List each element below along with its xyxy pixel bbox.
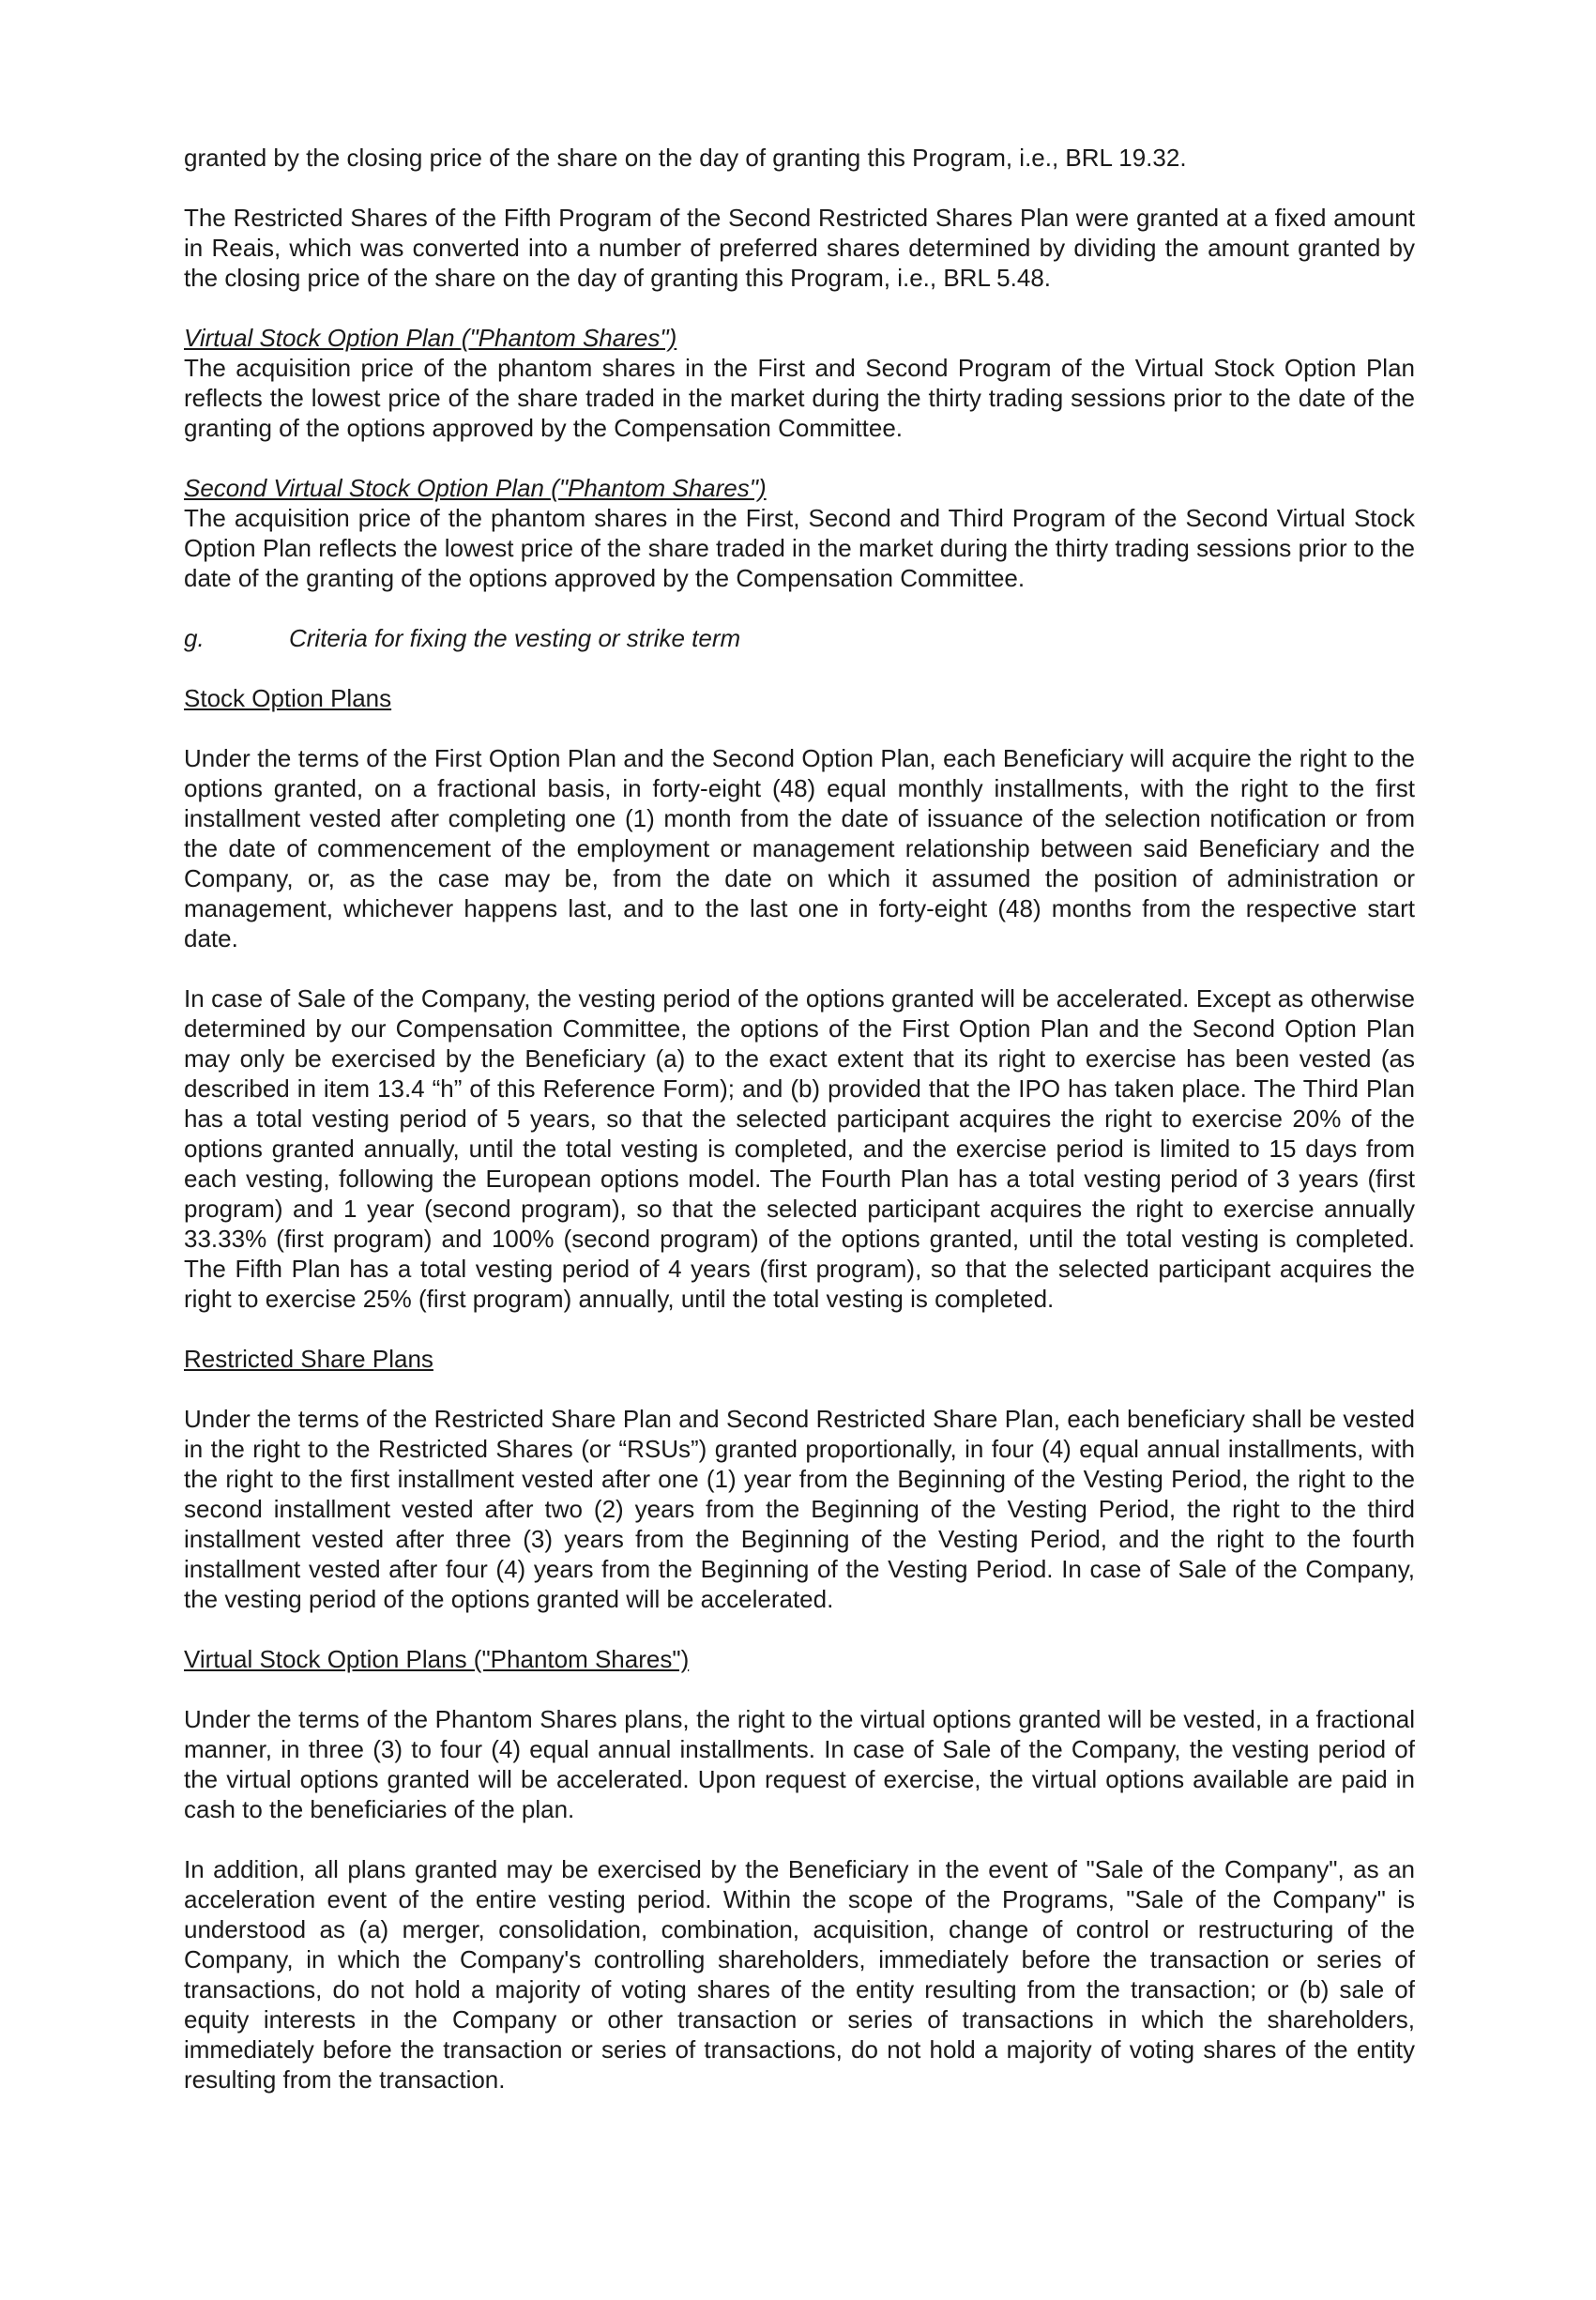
intro-paragraph: granted by the closing price of the share on the day of granting this Program, i.e., BRL 19.32.: [184, 144, 1187, 172]
rsp-heading: Restricted Share Plans: [184, 1345, 433, 1373]
svsop-paragraph: The acquisition price of the phantom shares in the First, Second and Third Program of the Second Virtual Stock Option Plan reflects the lowest price of the share traded in the market during the thirty trading sessions prior to the date of the granting of the options approved by the Compensation Committee.: [184, 504, 1415, 592]
vsop-section: [184, 323, 1415, 443]
sop-paragraph-2: In case of Sale of the Company, the vesting period of the options granted will be accelerated. Except as otherwise determined by our Compensation Committee, the options of the First Option Plan and the Second Option Plan may only be exercised by the Beneficiary (a) to the exact extent that its right to exercise has been vested (as described in item 13.4 “h” of this Reference Form); and (b) provided that the IPO has taken place. The Third Plan has a total vesting period of 5 years, so that the selected participant acquires the right to exercise 20% of the options granted annually, until the total vesting is completed, and the exercise period is limited to 15 days from each vesting, following the European options model. The Fourth Plan has a total vesting period of 3 years (first program) and 1 year (second program), so that the selected participant acquires the right to exercise annually 33.33% (first program) and 100% (second program) of the options granted, until the total vesting is completed. The Fifth Plan has a total vesting period of 4 years (first program), so that the selected participant acquires the right to exercise 25% (first program) annually, until the total vesting is completed.: [184, 984, 1415, 1313]
sop-paragraph-1: Under the terms of the First Option Plan and the Second Option Plan, each Beneficiary will acquire the right to the options granted, on a fractional basis, in forty-eight (48) equal monthly installments, with the right to the first installment vested after completing one (1) month from the date of issuance of the selection notification or from the date of commencement of the employment or management relationship between said Beneficiary and the Company, or, as the case may be, from the date on which it assumed the position of administration or management, whichever happens last, and to the last one in forty-eight (48) months from the respective start date.: [184, 744, 1415, 952]
rsp-paragraph: Under the terms of the Restricted Share Plan and Second Restricted Share Plan, each beneficiary shall be vested in the right to the Restricted Shares (or “RSUs”) granted proportionally, in four (4) equal annual installments, with the right to the first installment vested after one (1) year from the Beginning of the Vesting Period, the right to the second installment vested after two (2) years from the Beginning of the Vesting Period, the right to the third installment vested after three (3) years from the Beginning of the Vesting Period, and the right to the fourth installment vested after four (4) years from the Beginning of the Vesting Period. In case of Sale of the Company, the vesting period of the options granted will be accelerated.: [184, 1405, 1415, 1613]
final-paragraph: In addition, all plans granted may be exercised by the Beneficiary in the event of "Sale of the Company", as an acceleration event of the entire vesting period. Within the scope of the Programs, "Sale of the Company" is understood as (a) merger, consolidation, combination, acquisition, change of control or restructuring of the Company, in which the Company's controlling shareholders, immediately before the transaction or series of transactions, do not hold a majority of voting shares of the entity resulting from the transaction; or (b) sale of equity interests in the Company or other transaction or series of transactions in which the shareholders, immediately before the transaction or series of transactions, do not hold a majority of voting shares of the entity resulting from the transaction.: [184, 1855, 1415, 2094]
vsops-heading: Virtual Stock Option Plans ("Phantom Shares"): [184, 1645, 690, 1673]
sop-heading: Stock Option Plans: [184, 684, 392, 712]
svsop-section: [184, 473, 1415, 593]
vsop-paragraph: The acquisition price of the phantom shares in the First and Second Program of the Virtual Stock Option Plan reflects the lowest price of the share traded in the market during the thirty trading sessions prior to the date of the granting of the options approved by the Compensation Committee.: [184, 354, 1415, 442]
fifth-program-paragraph: The Restricted Shares of the Fifth Program of the Second Restricted Shares Plan were granted at a fixed amount in Reais, which was converted into a number of preferred shares determined by dividing the amount granted by the closing price of the share on the day of granting this Program, i.e., BRL 5.48.: [184, 204, 1415, 292]
vsops-paragraph: Under the terms of the Phantom Shares plans, the right to the virtual options granted will be vested, in a fractional manner, in three (3) to four (4) equal annual installments. In case of Sale of the Company, the vesting period of the virtual options granted will be accelerated. Upon request of exercise, the virtual options available are paid in cash to the beneficiaries of the plan.: [184, 1705, 1415, 1823]
section-title: Criteria for fixing the vesting or strike term: [289, 624, 741, 652]
section-letter: g.: [184, 624, 205, 652]
section-heading: [184, 623, 1415, 653]
svsop-heading: Second Virtual Stock Option Plan ("Phantom Shares"): [184, 474, 767, 502]
vsop-heading: Virtual Stock Option Plan ("Phantom Shares"): [184, 324, 677, 352]
